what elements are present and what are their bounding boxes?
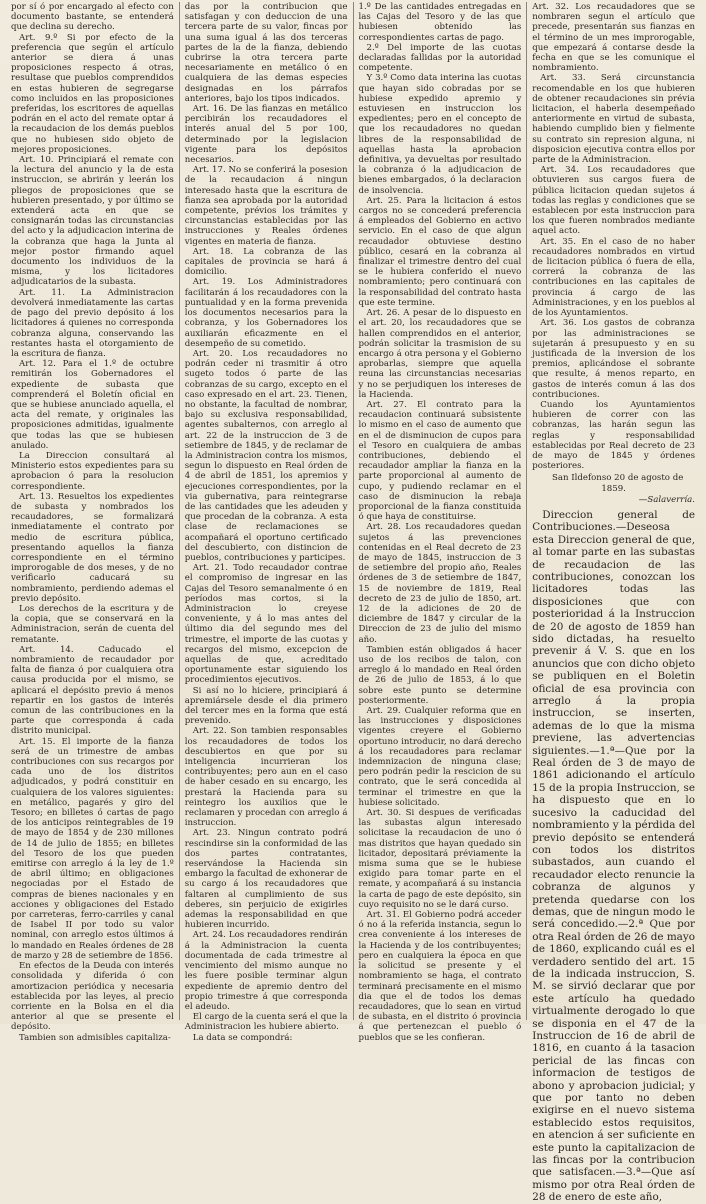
column-2 [179,2,353,1043]
paragraph: Art. 12. Para el 1.º de octubre remitirán los Gobernadores el expediente de subasta que comprenderá el Boletín oficial en que se hubiese anunciado aquella, el acta del remate, y originales las proposiciones admitidas, igualmente que todas las que se hubiesen anulado. [11,359,174,451]
paragraph: Art. 26. A pesar de lo dispuesto en el art. 20, los recaudadores que se hallen comprendidos en el anterior, podrán solicitar la trasmision de su encargo á otra persona y el Gobierno aprobarlas, siempre que aquella reuna las circunstancias necesarias y no se perjudiquen los intereses de la Hacienda. [358,308,522,400]
paragraph: Art. 30. Si despues de verificadas las subastas algun interesado solicitase la recaudacion de uno ó mas distritos que hayan quedado sin licitador, depositará préviamente la misma suma que se le hubiese exigido para tomar parte en el remate, y acompañará á su instancia la carta de pago de este depósito, sin cuyo requisito no se le dará curso. [358,808,522,910]
paragraph: Art. 24. Los recaudadores rendirán á la Administracion la cuenta documentada de cada trimestre al vencimiento del mismo aunque no les fuere posible terminar algun expediente de apremio dentro del propio trimestre á que corresponda el adeudo. [184,930,348,1012]
paragraph: Art. 18. La cobranza de las capitales de provincia se hará á domicilio. [184,246,348,278]
paragraph: por sí ó por encargado al efecto con documento bastante, se entenderá que declina su derecho. [11,2,174,33]
paragraph: Cuando los Ayuntamientos hubieren de correr con las cobranzas, las harán segun las reglas y responsabilidad establecidas por Real decreto de 23 de mayo de 1845 y órdenes posteriores. [532,399,695,472]
paragraph: 2.º Del importe de las cuotas declaradas fallidas por la autoridad competente. [358,42,522,74]
paragraph: Art. 34. Los recaudadores que obtuvieren sus cargos fuera de pública licitacion quedan sujetos á todas las reglas y condiciones que se establecen por esta instruccion para los que fueren nombrados mediante aquel acto. [532,165,695,237]
paragraph: Art. 23. Ningun contrato podrá rescindirse sin la conformidad de las dos partes contratantes, reservándose la Hacienda sin embargo la facultad de exhonerar de su cargo á los recaudadores que faltaren al cumplimiento de sus deberes, sin perjuicio de exigirles ademas la responsabilidad en que hubieren incurrido. [184,828,348,931]
paragraph: Art. 36. Los gastos de cobranza por las administraciones se sujetarán á presupuesto y en su justificada de la inversion de los premios, aplicándose el sobrante que resulte, á menos reparto, en gastos de interés comun á las dos contribuciones. [532,318,695,400]
circular-notice [532,509,695,1204]
paragraph: La data se compondrá: [192,1032,293,1043]
circular-paragraph: Direccion general de Contribuciones.—Deseosa esta Direccion general de que, al tomar parte en las subastas de recaudacion de las contribuciones, conozcan los licitadores todas las disposiciones que con posterioridad á la Instruccion de 20 de agosto de 1859 han sido dictadas, ha resuelto prevenir á V. S. que en los anuncios que con dicho objeto se publiquen en el Boletin oficial de esa provincia con arreglo á la propia instruccion, se inserten, ademas de lo que la misma previene, las advertencias siguientes.—1.ª—Que por la Real órden de 3 de mayo de 1861 adicionando el artículo 15 de la propia Instruccion, se ha dispuesto que en lo sucesivo la caducidad del nombramiento y la pérdida del previo depósito se entenderá con todos los distritos subastados, aun cuando el recaudador electo renuncie la cobranza de algunos y pretenda quedarse con los demas, que de ningun modo le será concedido.—2.ª Que por otra Real órden de 26 de mayo de 1860, explicando cuál es el verdadero sentido del art. 15 de la indicada instruccion, S. M. se sirvió declarar que por este artículo ha quedado virtualmente derogado lo que se disponia en el 47 de la Instruccion de 16 de abril de 1816, en cuanto á la tasacion pericial de las fincas con informacion de testigos de abono y aprobacion judicial; y que por tanto no deben exigirse en el nuevo sistema establecido estos requisitos, en atencion á ser suficiente en este punto la capitalizacion de las fincas por la contribucion que satisfacen.—3.ª—Que así mismo por otra Real órden de 28 de enero de este año, [532,508,695,1204]
paragraph: La Direccion consultará al Ministerio estos expedientes para su aprobacion ó para la resolucion correspondiente. [11,450,174,492]
paragraph: El cargo de la cuenta será el que la Administracion les hubiere abierto. [184,1012,348,1033]
paragraph: Los derechos de la escritura y de la copia, que se conservará en la Administracion, serán de cuenta del rematante. [11,603,174,645]
paragraph: Tambien son admisibles capitaliza- [19,1032,171,1043]
column-4 [526,2,700,1204]
paragraph: das por la contribucion que satisfagan y con deduccion de una tercera parte de su valor, fincas por una suma igual á las dos terceras partes de la de la fianza, debiendo cubrirse la otra tercera parte necesariamente en metálico ó en cualquiera de las demas especies designadas en los párrafos anteriores, bajo los tipos indicados. [184,2,348,104]
paragraph: Si así no lo hiciere, principiará á apremiársele desde el dia primero del tercer mes en la forma que está prevenido. [184,685,348,727]
paragraph: Art. 14. Caducado el nombramiento de recaudador por falta de fianza ó por cualquiera otra causa producida por el mismo, se aplicará el depósito previo á menos repartir en los gastos de interés comun de las contribuciones en la parte que corresponda á cada distrito municipal. [11,644,174,737]
paragraph: Art. 28. Los recaudadores quedan sujetos á las prevenciones contenidas en el Real decreto de 23 de mayo de 1845, instruccion de 3 de setiembre del propio año, Reales órdenes de 3 de setiembre de 1847, 15 de noviembre de 1819, Real decreto de 23 de julio de 1850, art. 12 de la adiciones de 20 de diciembre de 1847 y circular de la Direccion de 23 de julio del mismo año. [358,522,522,645]
paragraph: Art. 16. De las fianzas en metálico percibirán los recaudadores el interés anual del 5 por 100, determinado por la legislacion vigente para los depósitos necesarios. [184,104,348,166]
paragraph: Art. 20. Los recaudadores no podrán ceder ni trasmitir á otro sugeto todos ó parte de las cobranzas de su cargo, excepto en el caso expresado en el art. 23. Tienen, no obstante, la facultad de nombrar, bajo su exclusiva responsabilidad, agentes subalternos, con arreglo al art. 22 de la instruccion de 3 de setiembre de 1845, y de reclamar de la Administracion contra los mismos, segun lo dispuesto en Real órden de 4 de abril de 1851, los apremios y ejecuciones correspondientes, por la via gubernativa, para reintegrarse de las cantidades que les adeuden y que procedan de la cobranza. A esta clase de reclamaciones se acompañará el oportuno certificado del descubierto, con distincion de pueblos, contribuciones y participes. [184,348,348,563]
paragraph: Art. 35. En el caso de no haber recaudadores nombrados en virtud de licitacion pública ó fuera de ella, correrá la cobranza de las contribuciones en las capitales de provincia á cargo de las Administraciones, y en los pueblos al de los Ayuntamientos. [532,236,695,319]
paragraph: Tambien están obligados á hacer uso de los recibos de talon, con arreglo á lo mandado en Real órden de 26 de julio de 1853, á lo que sobre este punto se determine posteriormente. [358,644,522,706]
text-columns [6,2,700,1204]
paragraph: Art. 27. El contrato para la recaudacion continuará subsistente lo mismo en el caso de aumento que en el de disminucion de cupos para el Tesoro en cualquiera de ambas contribuciones, debiendo el recaudador ampliar la fianza en la parte proporcional al aumento de cupo, y pudiendo reclamar en el caso de disminucion la rebaja proporcional de la fianza constituida ó que haya de constituirse. [358,399,522,523]
paragraph: En efectos de la Deuda con interés consolidada y diferida ó con amortizacion periódica y necesaria establecida por las leyes, al precio corriente en la Bolsa en el dia anterior al que se presente el depósito. [11,961,174,1033]
paragraph: Art. 21. Todo recaudador contrae el compromiso de ingresar en las Cajas del Tesoro semanalmente ó en períodos mas cortos, si la Administracion lo creyese conveniente, y á lo mas antes del último dia del segundo mes del trimestre, el importe de las cuotas y recargos del mismo, excepcion de aquellas de que, acreditado oportunamente estar siguiendo los procedimientos ejecutivos. [184,563,348,686]
paragraph: 1.º De las cantidades entregadas en las Cajas del Tesoro y de las que hubiesen obtenido las correspondientes cartas de pago. [358,2,522,43]
paragraph: Y 3.º Como data interina las cuotas que hayan sido cobradas por se hubiese expedido apremio y estuviesen en instruccion los expedientes; pero en el concepto de que los recaudadores no quedan libres de la responsabilidad de aquellas hasta la aprobacion definitiva, ya devueltas por resultado la cobranza ó la adjudicacion de bienes embargados, ó la declaracion de insolvencia. [358,73,522,196]
date-line: San Ildefonso 20 de agosto de 1859. [551,473,684,494]
paragraph: Art. 25. Para la licitacion á estos cargos no se concederá preferencia á empleados del Gobierno en activo servicio. En el caso de que algun recaudador obtuviese destino público, cesará en la cobranza al finalizar el trimestre dentro del cual se le hubiera conferido el nuevo nombramiento; pero continuará con la responsabilidad del contrato hasta que este termine. [358,195,522,308]
paragraph: Art. 32. Los recaudadores que se nombraren segun el artículo que precede, presentarán sus fianzas en el término de un mes improrogable, que empezará á contarse desde la fecha en que se les comunique el nombramiento. [532,2,695,74]
paragraph: Art. 33. Será circunstancia recomendable en los que hubieren de obtener recaudaciones sin prévia licitacion, el haberla desempeñado anteriormente en virtud de subasta, habiendo cumplido bien y fielmente su contrato sin represion alguna, ni disposicion ejecutiva contra ellos por parte de la Administracion. [532,73,695,166]
column-3 [353,2,527,1043]
column-1 [6,2,179,1043]
paragraph: Art. 9.º Si por efecto de la preferencia que según el artículo anterior se diera á unas proposiciones respecto á otras, resultase que pueblos comprendidos en estas hubieren de segregarse como incluidos en las proposiciones preferidas, los escritores de aquellas podrán en el acto del remate optar á la recaudacion de los demás pueblos que no hubiesen sido objeto de mejores proposiciones. [11,32,174,155]
paragraph: Art. 11. La Administracion devolverá inmediatamente las cartas de pago del previo depósito á los licitadores á quienes no corresponda cobranza alguna, conservando las restantes hasta el otorgamiento de la escritura de fianza. [11,287,174,359]
paragraph: Art. 19. Los Administradores facilitarán á los recaudadores con la puntualidad y en la forma prevenida los documentos necesarios para la cobranza, y los Gobernadores los auxiliarán eficazmente en el desempeño de su cometido. [184,277,348,349]
paragraph: Art. 31. El Gobierno podrá acceder ó no á la referida instancia, segun lo crea conveniente á los intereses de la Hacienda y de los contribuyentes; pero en cualquiera la época en que la solicitud se presente y el nombramiento se haga, el contrato terminará precisamente en el mismo dia que el de todos los demas recaudadores, que lo sean en virtud de subasta, en el distrito ó provincia á que pertenezcan el pueblo ó pueblos que se les confieran. [358,910,522,1043]
paragraph: Art. 15. El importe de la fianza será de un trimestre de ambas contribuciones con sus recargos por cada uno de los distritos adjudicados, y podrá constituir en cualquiera de los valores siguientes: en metálico, pagarés y giro del Tesoro; en billetes ó cartas de pago de los anticipos reintegrables de 19 de mayo de 1854 y de 230 millones de 14 de julio de 1855; en billetes del Tesoro de los que pueden emitirse con arreglo á la ley de 1.º de abril último; en obligaciones negociadas por el Estado de compras de bienes nacionales y en acciones y obligaciones del Estado por carreteras, ferro-carriles y canal de Isabel II por todo su valor nominal, con arreglo estos últimos á lo mandado en Reales órdenes de 28 de marzo y 28 de setiembre de 1856. [11,736,174,961]
paragraph: Art. 17. No se conferirá la posesion de la recaudacion á ningun interesado hasta que la escritura de fianza sea aprobada por la autoridad competente, prévios los trámites y circunstancias establecidas por las instrucciones y Reales órdenes vigentes en materia de fianza. [184,165,348,247]
paragraph: Art. 22. Son tambien responsables los recaudadores de todos los descubiertos en que por su inteligencia incurrieran los contribuyentes; pero aun en el caso de haber cesado en su encargo, les prestará la Hacienda para su reintegro los auxilios que le reclamaren y procedan con arreglo á instruccion. [184,726,348,829]
paragraph: Art. 29. Cualquier reforma que en las instrucciones y disposiciones vigentes creyere el Gobierno oportuno introducir, no dará derecho á los recaudadores para reclamar indemnizacion de ninguna clase; pero podrán pedir la rescicion de su contrato, que le será concedida al terminar el trimestre en que la hubiese solicitado. [358,706,522,808]
signature: —Salaverría. [638,494,695,505]
paragraph: Art. 13. Resueltos los expedientes de subasta y nombrados los recaudadores, se formalizará inmediatamente el contrato por medio de escritura pública, presentando aquellos la fianza correspondiente en el término improrogable de dos meses, y de no verificarlo caducará su nombramiento, perdiendo ademas el previo depósito. [11,491,174,604]
paragraph: Art. 10. Principiará el remate con la lectura del anuncio y la de esta instruccion, se abrirán y leerán los pliegos de proposiciones que se hubieren presentado, y por último se extenderá acta en que se consignarán todas las circunstancias del acto y la adjudicacion interina de la cobranza que haga la Junta al mejor postor firmando aquel documento los individuos de la misma, y los licitadores adjudicatarios de la subasta. [11,155,174,288]
